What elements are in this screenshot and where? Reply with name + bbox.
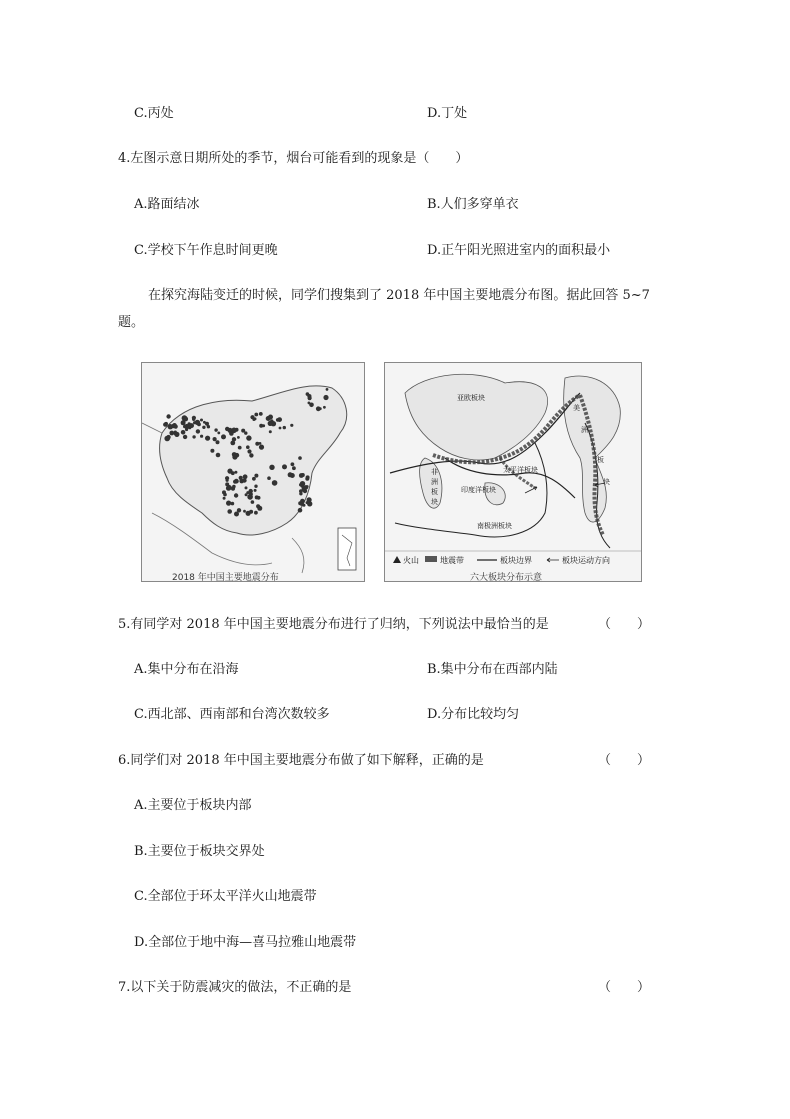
earthquake-dot — [232, 485, 236, 489]
earthquake-dot — [259, 424, 263, 428]
earthquake-dot — [277, 417, 282, 422]
earthquake-dot — [166, 414, 170, 418]
earthquake-dot — [217, 432, 220, 435]
earthquake-dot — [308, 402, 311, 405]
left-figure-caption: 2018 年中国主要地震分布 — [172, 573, 279, 583]
q6-option-d: D.全部位于地中海—喜马拉雅山地震带 — [134, 935, 357, 950]
earthquake-dot — [260, 446, 263, 449]
q5-option-a: A.集中分布在沿海 — [134, 662, 239, 677]
earthquake-dot — [257, 496, 261, 500]
earthquake-dot — [246, 445, 250, 449]
earthquake-dot — [183, 425, 187, 429]
intro-line-1: 在探究海陆变迁的时候，同学们搜集到了 2018 年中国主要地震分布图。据此回答 5~7 — [148, 288, 650, 303]
earthquake-dot — [203, 421, 206, 424]
earthquake-dot — [267, 476, 271, 480]
earthquake-dot — [270, 419, 273, 422]
label-american-plate-1: 美 — [573, 404, 580, 412]
label-african-plate-4: 块 — [431, 498, 438, 506]
earthquake-dot — [249, 453, 253, 457]
earthquake-dot — [246, 491, 249, 494]
earthquake-dot — [242, 478, 246, 482]
label-american-plate-3: 板 — [597, 456, 604, 464]
q5-stem: 5.有同学对 2018 年中国主要地震分布进行了归纳，下列说法中最恰当的是 — [118, 617, 549, 632]
earthquake-dot — [259, 412, 263, 416]
earthquake-dot — [234, 471, 237, 474]
earthquake-dot — [192, 418, 195, 421]
label-indian-plate: 印度洋板块 — [461, 486, 496, 494]
earthquake-dot — [303, 504, 306, 507]
earthquake-dot — [213, 437, 217, 441]
earthquake-dot — [254, 474, 258, 478]
earthquake-dot — [298, 508, 303, 513]
earthquake-dot — [225, 482, 229, 486]
q5-answer-bracket: （ ） — [598, 617, 651, 632]
earthquake-dot — [227, 469, 232, 474]
q3-option-d: D.丁处 — [427, 106, 468, 121]
earthquake-dot — [272, 480, 278, 486]
intro-line-2: 题。 — [118, 315, 145, 330]
label-antarctic-plate: 南极洲板块 — [477, 522, 512, 530]
label-african-plate-1: 非 — [431, 468, 438, 476]
earthquake-dot — [226, 479, 229, 482]
earthquake-dot — [282, 464, 287, 469]
earthquake-dot — [268, 415, 273, 420]
earthquake-dot — [234, 493, 238, 497]
earthquake-dot — [225, 427, 229, 431]
earthquake-dot — [307, 497, 312, 502]
earthquake-dot — [205, 436, 210, 441]
earthquake-dot — [195, 420, 200, 425]
earthquake-dot — [299, 473, 304, 478]
earthquake-dot — [214, 428, 217, 431]
earthquake-dot — [326, 388, 329, 391]
legend-volcano: 火山 — [403, 556, 419, 565]
plate-map — [384, 362, 642, 582]
earthquake-dot — [306, 475, 310, 479]
q4-option-b: B.人们多穿单衣 — [427, 197, 519, 212]
earthquake-dot — [283, 426, 286, 429]
earthquake-dot — [221, 434, 226, 439]
earthquake-dot — [238, 446, 242, 450]
earthquake-dot — [183, 417, 188, 422]
earthquake-dot — [304, 485, 309, 490]
earthquake-dot — [323, 395, 328, 400]
earthquake-dot — [246, 435, 251, 440]
earthquake-dot — [245, 486, 248, 489]
earthquake-dot — [254, 485, 257, 488]
q6-option-b: B.主要位于板块交界处 — [134, 844, 265, 859]
earthquake-dot — [189, 423, 194, 428]
earthquake-dot — [169, 431, 174, 436]
earthquake-dot — [323, 406, 326, 409]
earthquake-dot — [230, 441, 235, 446]
earthquake-dot — [172, 423, 177, 428]
earthquake-dot — [259, 442, 262, 445]
q6-option-c: C.全部位于环太平洋火山地震带 — [134, 889, 317, 904]
legend-plate-boundary: 板块边界 — [500, 556, 532, 565]
q5-option-b: B.集中分布在西部内陆 — [427, 662, 558, 677]
legend-quake-belt: 地震带 — [440, 556, 464, 565]
earthquake-dot — [216, 440, 220, 444]
earthquake-dot — [181, 430, 186, 435]
earthquake-dot — [291, 462, 295, 466]
label-eurasian-plate: 亚欧板块 — [457, 394, 485, 402]
earthquake-dot — [299, 483, 302, 486]
earthquake-dot — [200, 435, 203, 438]
earthquake-dot — [229, 431, 234, 436]
earthquake-dot — [292, 466, 296, 470]
earthquake-dot — [174, 432, 179, 437]
earthquake-dot — [254, 511, 258, 515]
earthquake-dot — [192, 435, 195, 438]
q6-stem: 6.同学们对 2018 年中国主要地震分布做了如下解释，正确的是 — [118, 753, 484, 768]
earthquake-dot — [288, 472, 293, 477]
label-african-plate-2: 洲 — [431, 478, 438, 486]
q4-option-d: D.正午阳光照进室内的面积最小 — [427, 243, 611, 258]
right-figure-caption: 六大板块分布示意 — [470, 573, 543, 583]
q7-answer-bracket: （ ） — [598, 980, 651, 995]
earthquake-dot — [233, 480, 237, 484]
earthquake-dot — [227, 509, 232, 514]
earthquake-dot — [319, 407, 322, 410]
earthquake-dot — [216, 453, 221, 458]
earthquake-dot — [246, 511, 251, 516]
q6-option-a: A.主要位于板块内部 — [134, 798, 252, 813]
earthquake-dot — [196, 429, 200, 433]
earthquake-dot — [202, 426, 205, 429]
earthquake-dot — [232, 452, 237, 457]
earthquake-dot — [298, 456, 302, 460]
earthquake-dot — [222, 490, 226, 494]
q7-stem: 7.以下关于防震减灾的做法，不正确的是 — [118, 980, 352, 995]
q5-option-d: D.分布比较均匀 — [427, 707, 520, 722]
q4-option-c: C.学校下午作息时间更晚 — [134, 243, 278, 258]
earthquake-dot — [251, 500, 255, 504]
earthquake-dot — [239, 476, 243, 480]
earthquake-dot — [226, 501, 231, 506]
earthquake-dot — [200, 419, 203, 422]
earthquake-dot — [257, 506, 262, 511]
label-pacific-plate: 太平洋板块 — [503, 466, 538, 474]
earthquake-dot — [252, 477, 256, 481]
earthquake-dot — [163, 422, 167, 426]
earthquake-dot — [167, 437, 170, 440]
earthquake-dot — [243, 510, 246, 513]
earthquake-dot — [254, 417, 257, 420]
earthquake-dot — [254, 489, 257, 492]
q6-answer-bracket: （ ） — [598, 753, 651, 768]
legend-plate-motion: 板块运动方向 — [562, 556, 610, 565]
earthquake-dot — [234, 512, 239, 517]
earthquake-dot — [299, 492, 302, 495]
earthquake-dot — [247, 449, 251, 453]
earthquake-dot — [237, 436, 240, 439]
earthquake-dot — [254, 413, 258, 417]
label-american-plate-2: 洲 — [581, 426, 588, 434]
earthquake-dot — [249, 492, 253, 496]
q4-option-a: A.路面结冰 — [134, 197, 200, 212]
china-map-drawing — [142, 363, 364, 581]
earthquake-dot — [269, 465, 274, 470]
earthquake-dot — [308, 396, 312, 400]
q5-option-c: C.西北部、西南部和台湾次数较多 — [134, 707, 330, 722]
earthquake-dot — [183, 435, 187, 439]
label-american-plate-4: 块 — [603, 478, 610, 486]
earthquake-dot — [269, 430, 272, 433]
earthquake-dot — [244, 431, 247, 434]
china-earthquake-map — [141, 362, 365, 582]
earthquake-dot — [290, 424, 293, 427]
earthquake-dot — [223, 497, 226, 500]
q4-stem: 4.左图示意日期所处的季节，烟台可能看到的现象是（ ） — [118, 151, 469, 166]
label-african-plate-3: 板 — [431, 488, 438, 496]
earthquake-dot — [210, 449, 214, 453]
earthquake-dot — [300, 499, 305, 504]
earthquake-dot — [279, 427, 282, 430]
q3-option-c: C.丙处 — [134, 106, 174, 121]
